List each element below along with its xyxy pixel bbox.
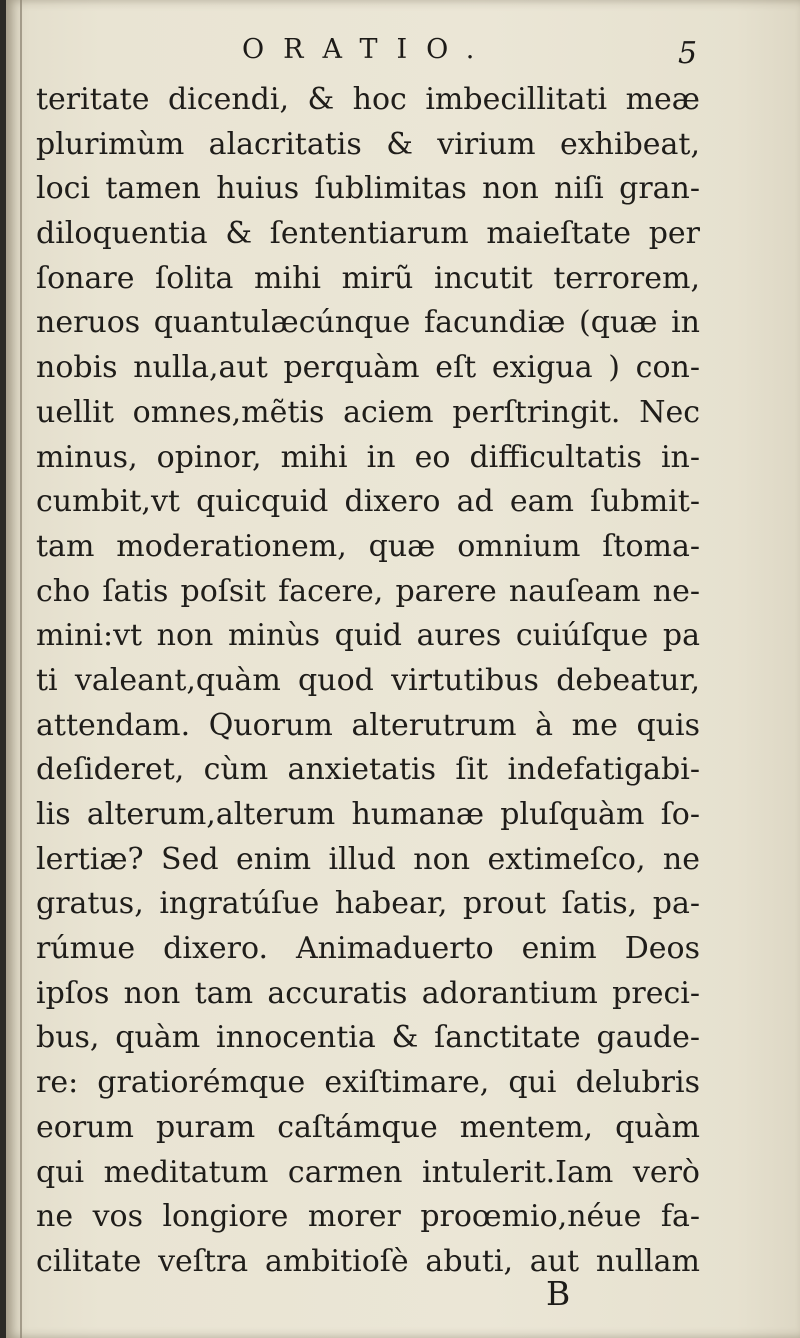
- text-line: neruos quantulæcúnque facundiæ (quæ in: [36, 305, 700, 341]
- text-line: teritate dicendi, & hoc imbecillitati meæ: [36, 82, 700, 117]
- text-line: mini:vt non minùs quid aures cuiúſque pa: [36, 618, 700, 654]
- text-line: ipſos non tam accuratis adorantium preci-: [36, 975, 700, 1011]
- body-text: [36, 78, 700, 1285]
- text-line: eorum puram caſtámque mentem, quàm: [36, 1109, 700, 1145]
- text-line: lertiæ? Sed enim illud non extimeſco, ne: [36, 841, 700, 877]
- gutter-edge: [20, 0, 22, 1338]
- text-line: rúmue dixero. Animaduerto enim Deos: [36, 931, 700, 967]
- text-line: nobis nulla,aut perquàm eſt exigua ) con-: [36, 350, 700, 386]
- signature-mark: B: [546, 1274, 571, 1313]
- text-line: bus, quàm innocentia & ſanctitate gaude-: [36, 1020, 700, 1056]
- text-line: cilitate veſtra ambitioſè abuti, aut nullam: [36, 1243, 700, 1279]
- text-line: ti valeant,quàm quod virtutibus debeatur,: [36, 662, 700, 698]
- text-line: uellit omnes,mẽtis aciem perſtringit. Nec: [36, 394, 700, 430]
- text-line: minus, opinor, mihi in eo difficultatis in-: [36, 439, 700, 475]
- running-head-title: ORATIO.: [242, 34, 494, 65]
- text-line: attendam. Quorum alterutrum à me quis: [36, 707, 700, 743]
- text-line: tam moderationem, quæ omnium ſtoma-: [36, 528, 700, 564]
- text-line: loci tamen huius ſublimitas non niſi gran-: [36, 171, 700, 207]
- text-line: ſonare ſolita mihi mirũ incutit terrorem,: [36, 260, 700, 296]
- text-line: gratus, ingratúſue habear, prout ſatis, pa-: [36, 886, 700, 922]
- text-line: qui meditatum carmen intulerit.Iam verò: [36, 1154, 700, 1190]
- text-line: cho ſatis poſsit facere, parere nauſeam ne-: [36, 573, 700, 609]
- text-line: cumbit,vt quicquid dixero ad eam ſubmit-: [36, 484, 700, 520]
- text-line: deſideret, cùm anxietatis ſit indefatigabi-: [36, 752, 700, 788]
- book-page: [6, 0, 800, 1338]
- page-number: 5: [678, 36, 698, 71]
- text-line: diloquentia & ſententiarum maieſtate per: [36, 216, 700, 252]
- text-line: re: gratiorémque exiſtimare, qui delubris: [36, 1065, 700, 1101]
- running-head: [6, 32, 800, 72]
- text-line: ne vos longiore morer proœmio,néue fa-: [36, 1199, 700, 1235]
- text-line: lis alterum,alterum humanæ pluſquàm ſo-: [36, 797, 700, 832]
- text-line: plurimùm alacritatis & virium exhibeat,: [36, 126, 700, 162]
